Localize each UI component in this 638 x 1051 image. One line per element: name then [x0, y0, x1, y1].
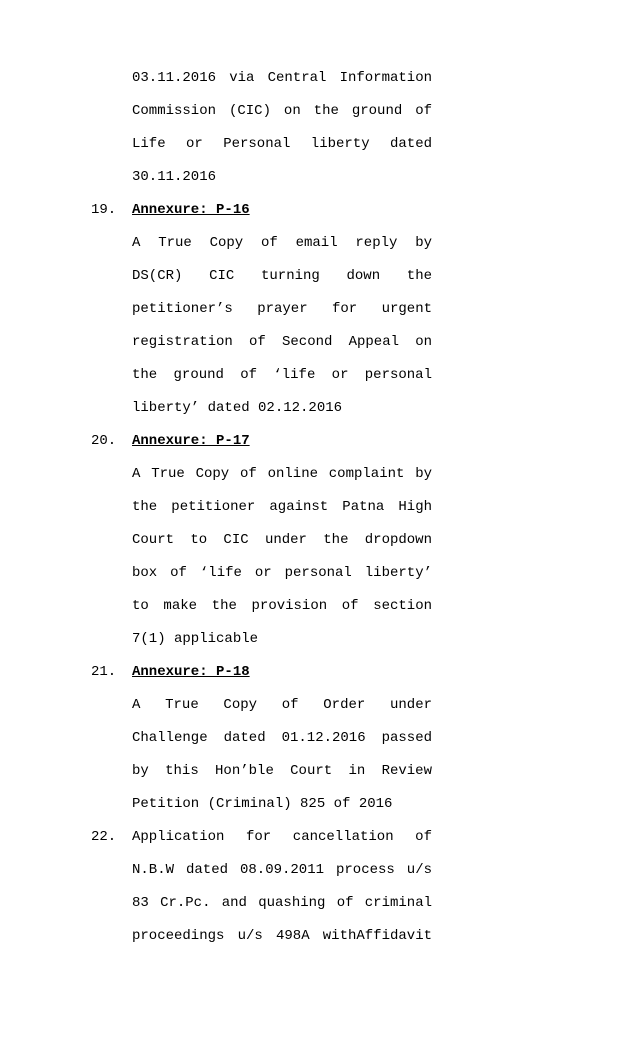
line-text: Petition (Criminal) 825 of 2016 — [132, 796, 393, 812]
item-line — [0, 920, 638, 953]
item-line — [0, 557, 638, 590]
line-text: Challenge dated 01.12.2016 passed — [132, 730, 432, 746]
item-line — [0, 458, 638, 491]
item-line — [0, 788, 638, 821]
line-text: the ground of ‘life or personal — [132, 367, 432, 383]
line-text: proceedings u/s 498A withAffidavit — [132, 928, 432, 944]
line-text: 30.11.2016 — [132, 169, 217, 185]
item-number: 19. — [91, 202, 117, 218]
line-text: A True Copy of Order under — [132, 697, 432, 713]
list-item-22 — [0, 821, 638, 854]
line-text: registration of Second Appeal on — [132, 334, 432, 350]
list-item-heading — [0, 425, 638, 458]
intro-line — [0, 161, 638, 194]
line-text: by this Hon’ble Court in Review — [132, 763, 432, 779]
list-item-heading — [0, 656, 638, 689]
intro-line — [0, 62, 638, 95]
item-number: 21. — [91, 664, 117, 680]
line-text: DS(CR) CIC turning down the — [132, 268, 432, 284]
item-line — [0, 755, 638, 788]
item-line — [0, 524, 638, 557]
item-line — [0, 260, 638, 293]
item-line — [0, 359, 638, 392]
item-line — [0, 590, 638, 623]
line-text: 7(1) applicable — [132, 631, 259, 647]
item-line — [0, 689, 638, 722]
line-text: 83 Cr.Pc. and quashing of criminal — [132, 895, 432, 911]
line-text: Court to CIC under the dropdown — [132, 532, 432, 548]
annexure-heading: Annexure: P-18 — [132, 664, 250, 680]
annexure-heading: Annexure: P-17 — [132, 433, 250, 449]
line-text: A True Copy of email reply by — [132, 235, 432, 251]
annexure-heading: Annexure: P-16 — [132, 202, 250, 218]
item-line — [0, 326, 638, 359]
item-number: 22. — [91, 829, 117, 845]
item-line — [0, 887, 638, 920]
line-text: the petitioner against Patna High — [132, 499, 432, 515]
line-text: liberty’ dated 02.12.2016 — [132, 400, 343, 416]
item-number: 20. — [91, 433, 117, 449]
item-line — [0, 491, 638, 524]
item-line — [0, 227, 638, 260]
document-page — [0, 62, 638, 953]
intro-line — [0, 95, 638, 128]
item-line — [0, 854, 638, 887]
line-text: 03.11.2016 via Central Information — [132, 70, 432, 86]
line-text: Life or Personal liberty dated — [132, 136, 432, 152]
line-text: box of ‘life or personal liberty’ — [132, 565, 432, 581]
line-text: petitioner’s prayer for urgent — [132, 301, 432, 317]
list-item-heading — [0, 194, 638, 227]
item-line — [0, 623, 638, 656]
item-line — [0, 293, 638, 326]
line-text: Commission (CIC) on the ground of — [132, 103, 432, 119]
line-text: Application for cancellation of — [132, 829, 432, 845]
line-text: N.B.W dated 08.09.2011 process u/s — [132, 862, 432, 878]
line-text: A True Copy of online complaint by — [132, 466, 432, 482]
intro-line — [0, 128, 638, 161]
line-text: to make the provision of section — [132, 598, 432, 614]
item-line — [0, 392, 638, 425]
item-line — [0, 722, 638, 755]
